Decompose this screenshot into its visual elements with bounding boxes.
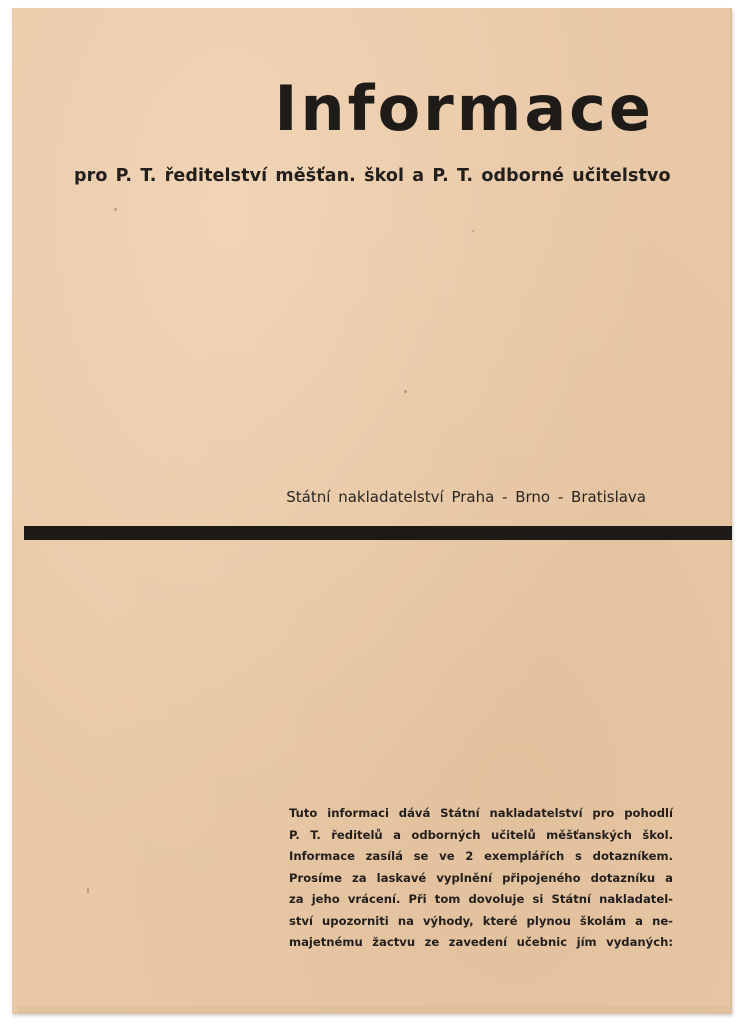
notice-line: Tuto informaci dává Státní nakladatelství pro pohodlí <box>289 806 673 820</box>
notice-line: ství upozorniti na výhody, které plynou školám a ne- <box>289 913 673 928</box>
publisher-line: Státní nakladatelství Praha - Brno - Bratislava <box>286 488 646 506</box>
notice-line: za jeho vrácení. Při tom dovoluje si Státní nakladatel- <box>289 892 673 906</box>
paper-speck <box>114 208 117 211</box>
notice-line: P. T. ředitelů a odborných učitelů měšťanských škol. <box>289 827 673 842</box>
document-title: Informace <box>274 72 654 145</box>
notice-line: Informace zasílá se ve 2 exemplářích s dotazníkem. <box>289 849 673 863</box>
notice-line: Prosíme za laskavé vyplnění připojeného dotazníku a <box>289 870 673 885</box>
notice-line: majetnému žactvu ze zavedení učebnic jím vydaných: <box>289 935 673 949</box>
horizontal-divider <box>24 526 732 540</box>
document-page <box>12 8 732 1014</box>
paper-speck <box>404 390 407 393</box>
document-subtitle: pro P. T. ředitelství měšťan. škol a P. T. odborné učitelstvo <box>74 166 671 186</box>
notice-paragraph <box>289 803 673 954</box>
paper-speck <box>472 230 474 232</box>
paper-speck <box>87 888 89 893</box>
paper-edge <box>18 1006 732 1014</box>
